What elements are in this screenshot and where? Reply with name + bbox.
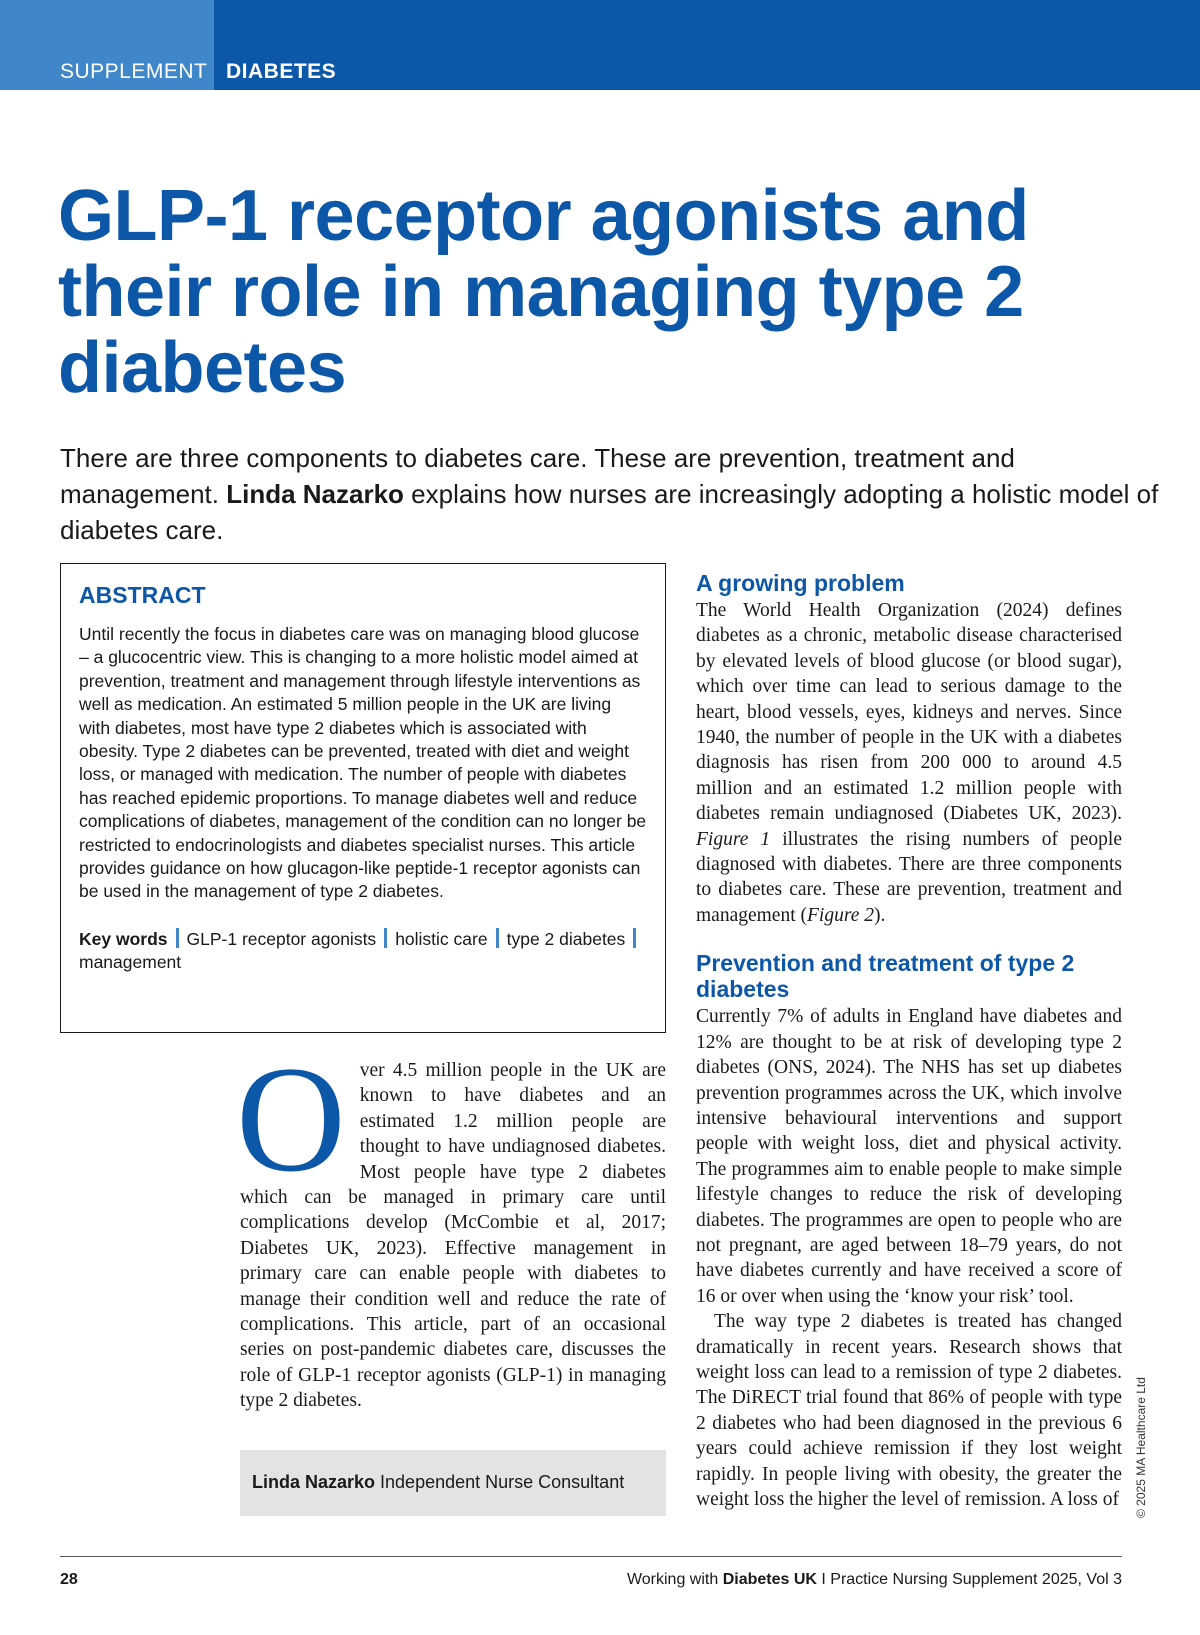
intro-paragraph <box>236 1035 666 1414</box>
article-title: GLP-1 receptor agonists and their role in managing type 2 diabetes <box>58 176 1029 408</box>
author-name: Linda Nazarko <box>252 1472 376 1492</box>
standfirst-author: Linda Nazarko <box>226 479 404 509</box>
keywords-label: Key words <box>79 928 168 949</box>
standfirst-text-before: There are three components to diabetes care. These are prevention, treatment and management. <box>60 443 1015 509</box>
footer-text-prefix: Working with <box>626 1571 723 1588</box>
figure-reference: Figure 1 <box>696 828 771 850</box>
drop-cap: O <box>236 1035 346 1203</box>
abstract-heading: ABSTRACT <box>79 582 206 608</box>
section-paragraph: The way type 2 diabetes is treated has changed dramatically in recent years. Research shows that weight loss can lead to a remission of type 2 diabetes. The DiRECT trial found that 86% of people with type 2 diabetes who had been diagnosed in the previous 6 years could achieve remission if they lost weight rapidly. In people living with obesity, the greater the weight loss the higher the level of remission. A loss of <box>696 1311 1122 1510</box>
keyword: management <box>79 952 182 973</box>
keyword-separator <box>496 928 499 948</box>
footer-divider <box>60 1556 1122 1557</box>
intro-text: ver 4.5 million people in the UK are known to have diabetes and an estimated 1.2 million people are thought to have undiagnosed diabetes. Most people have type 2 diabetes which can be managed in primary care until complications develop (McCombie et al, 2017; Diabetes UK, 2023). Effective management in primary care can enable people with diabetes to manage their condition well and reduce the rate of complications. This article, part of an occasional series on post-pandemic diabetes care, discusses the role of GLP-1 receptor agonists (GLP-1) in managing type 2 diabetes. <box>240 1060 666 1412</box>
keyword-separator <box>176 928 179 948</box>
header-section-label: DIABETES <box>226 60 337 83</box>
keyword: type 2 diabetes <box>506 928 626 949</box>
page-number: 28 <box>60 1571 78 1588</box>
keyword: GLP-1 receptor agonists <box>186 928 377 949</box>
figure-reference: Figure 2 <box>807 904 874 926</box>
header-supplement-label: SUPPLEMENT <box>60 60 208 83</box>
footer-text-suffix: I Practice Nursing Supplement 2025, Vol 3 <box>816 1571 1122 1588</box>
section-paragraph: Currently 7% of adults in England have diabetes and 12% are thought to be at risk of developing type 2 diabetes (ONS, 2024). The NHS has set up diabetes prevention programmes across the UK, which involve intensive behavioural interventions and support people with weight loss, diet and physical activity. The programmes aim to enable people to make simple lifestyle changes to reduce the risk of developing diabetes. The programmes are open to people who are not pregnant, are aged between 18–79 years, do not have diabetes currently and have received a score of 16 or over when using the ‘know your risk’ tool. <box>696 1006 1122 1307</box>
keyword-separator <box>633 928 636 948</box>
paragraph-text: illustrates the rising numbers of people diagnosed with diabetes. There are three components to diabetes care. These are prevention, treatment and management ( <box>696 828 1122 926</box>
paragraph-text: The World Health Organization (2024) defines diabetes as a chronic, metabolic disease characterised by elevated levels of blood glucose (or blood sugar), which over time can lead to serious damage to the heart, blood vessels, eyes, kidneys and nerves. Since 1940, the number of people in the UK with a diabetes diagnosis has risen from 200 000 to around 4.5 million and an estimated 1.2 million people with diabetes remain undiagnosed (Diabetes UK, 2023). <box>696 600 1122 825</box>
copyright-notice: © 2025 MA Healthcare Ltd <box>1134 1377 1148 1518</box>
paragraph-text: ). <box>873 904 886 926</box>
abstract-box <box>60 563 666 1033</box>
standfirst <box>60 440 1160 548</box>
author-role: Independent Nurse Consultant <box>375 1472 625 1492</box>
section-heading: Prevention and treatment of type 2 diabetes <box>696 950 1075 1003</box>
keywords <box>79 928 647 975</box>
footer-publication <box>627 1571 1122 1589</box>
keyword-separator <box>384 928 387 948</box>
abstract-body: Until recently the focus in diabetes care was on managing blood glucose – a glucocentric view. This is changing to a more holistic model aimed at prevention, treatment and management through lifestyle interventions as well as medication. An estimated 5 million people in the UK are living with diabetes, most have type 2 diabetes which is associated with obesity. Type 2 diabetes can be prevented, treated with diet and weight loss, or managed with medication. The number of people with diabetes has reached epidemic proportions. To manage diabetes well and reduce complications of diabetes, management of the condition can no longer be restricted to endocrinologists and diabetes specialist nurses. This article provides guidance on how glucagon-like peptide-1 receptor agonists can be used in the management of type 2 diabetes. <box>79 624 647 902</box>
keyword: holistic care <box>395 928 488 949</box>
standfirst-text-after: explains how nurses are increasingly adopting a holistic model of diabetes care. <box>60 479 1159 545</box>
right-column <box>696 570 1122 1512</box>
section-paragraph <box>696 598 1122 928</box>
footer-brand: Diabetes UK <box>722 1571 817 1588</box>
section-heading: A growing problem <box>696 570 905 596</box>
author-box <box>240 1450 666 1516</box>
